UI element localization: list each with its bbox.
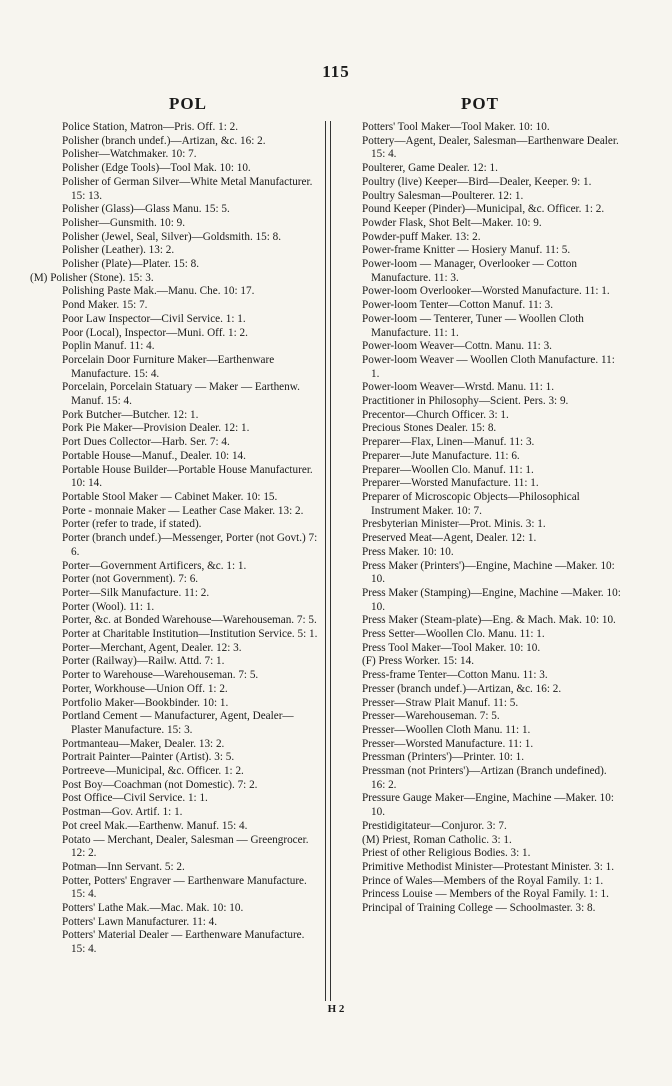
index-entry: Press Maker (Steam-plate)—Eng. & Mach. Mak. 10: 10. [362,614,616,627]
index-entry: Potman—Inn Servant. 5: 2. [62,860,185,873]
index-entry: Porter (branch undef.)—Messenger, Porter (not Govt.) 7: 6. [62,532,318,558]
index-entry: Polisher (Edge Tools)—Tool Mak. 10: 10. [62,162,251,175]
index-entry: Prestidigitateur—Conjuror. 3: 7. [362,819,507,832]
index-entry: Press-frame Tenter—Cotton Manu. 11: 3. [362,669,548,682]
index-entry: Preparer—Flax, Linen—Manuf. 11: 3. [362,436,535,449]
index-entry: Potato — Merchant, Dealer, Salesman — Greengrocer. 12: 2. [62,833,309,860]
index-entry: Poplin Manuf. 11: 4. [62,340,155,353]
index-entry: Porter, &c. at Bonded Warehouse—Warehouseman. 7: 5. [62,614,317,627]
index-entry: Primitive Methodist Minister—Protestant Minister. 3: 1. [362,860,615,873]
index-entry: Post Office—Civil Service. 1: 1. [62,792,208,805]
index-entry: Power-loom Weaver—Cottn. Manu. 11: 3. [362,340,552,353]
index-entry: (M) Priest, Roman Catholic. 3: 1. [362,833,512,846]
page-number: 115 [322,62,350,81]
index-entry: Poulterer, Game Dealer. 12: 1. [362,162,498,175]
index-entry: Polisher (Glass)—Glass Manu. 15: 5. [62,203,230,216]
index-entry: Principal of Training College — Schoolmaster. 3: 8. [362,902,596,915]
index-entry: Princess Louise — Members of the Royal Family. 1: 1. [362,888,609,901]
index-entry: Portable House—Manuf., Dealer. 10: 14. [62,449,246,462]
index-entry: Polisher (branch undef.)—Artizan, &c. 16: 2. [62,134,266,147]
index-entry: Porter—Government Artificers, &c. 1: 1. [62,559,247,572]
index-entry: Press Maker. 10: 10. [362,545,454,558]
index-entry: Portmanteau—Maker, Dealer. 13: 2. [62,737,225,750]
index-entry: Pork Pie Maker—Provision Dealer. 12: 1. [62,422,250,435]
index-entry: Powder Flask, Shot Belt—Maker. 10: 9. [362,216,542,229]
index-entry: Porcelain, Porcelain Statuary — Maker — Earthenw. Manuf. 15: 4. [62,381,300,408]
index-entry: Power-loom Overlooker—Worsted Manufacture. 11: 1. [362,285,610,298]
index-entry: Pressman (not Printers')—Artizan (Branch undefined). 16: 2. [362,765,607,791]
index-entry: Polisher—Gunsmith. 10: 9. [62,216,186,229]
index-entry: Preparer—Worsted Manufacture. 11: 1. [362,477,539,490]
left-column-heading: POL [169,94,207,113]
index-entry: Presser—Worsted Manufacture. 11: 1. [362,737,534,750]
index-entry: Power-loom Tenter—Cotton Manuf. 11: 3. [362,299,554,312]
index-entry: Polisher (Jewel, Seal, Silver)—Goldsmith. 15: 8. [62,230,282,243]
right-column [330,121,622,916]
index-entry: Poultry Salesman—Poulterer. 12: 1. [362,189,524,202]
index-entry: Polisher (Plate)—Plater. 15: 8. [62,258,200,271]
index-entry: Pond Maker. 15: 7. [62,299,148,312]
index-entry: Porte - monnaie Maker — Leather Case Maker. 13: 2. [62,504,304,517]
index-entry: Power-frame Knitter — Hosiery Manuf. 11: 5. [362,244,571,257]
index-entry: Porter (Wool). 11: 1. [62,600,155,613]
index-entry: Press Tool Maker—Tool Maker. 10: 10. [362,641,541,654]
index-entry: Poor (Local), Inspector—Muni. Off. 1: 2. [62,326,248,339]
index-entry: Pressman (Printers')—Printer. 10: 1. [362,751,525,764]
index-entry: Practitioner in Philosophy—Scient. Pers. 3: 9. [362,395,569,408]
index-entry: Pottery—Agent, Dealer, Salesman—Earthenware Dealer. 15: 4. [362,134,619,161]
index-entry: Polishing Paste Mak.—Manu. Che. 10: 17. [62,285,255,298]
index-entry: Porter (not Government). 7: 6. [62,573,199,586]
index-entry: Porter to Warehouse—Warehouseman. 7: 5. [62,669,259,682]
index-entry: Porter—Merchant, Agent, Dealer. 12: 3. [62,641,242,654]
signature-mark: H 2 [327,1003,345,1015]
index-entry: Poor Law Inspector—Civil Service. 1: 1. [62,312,246,325]
index-entry: Preserved Meat—Agent, Dealer. 12: 1. [362,532,537,545]
index-entry: Powder-puff Maker. 13: 2. [362,230,481,243]
index-entry: Preparer—Woollen Clo. Manuf. 11: 1. [362,463,534,476]
index-entry: Potters' Lawn Manufacturer. 11: 4. [62,915,218,928]
index-entry: Presbyterian Minister—Prot. Minis. 3: 1. [362,518,546,531]
index-entry: Precious Stones Dealer. 15: 8. [362,422,497,435]
index-entry: Potters' Tool Maker—Tool Maker. 10: 10. [362,121,550,133]
index-entry: Post Boy—Coachman (not Domestic). 7: 2. [62,778,258,791]
index-entry: Portreeve—Municipal, &c. Officer. 1: 2. [62,765,244,778]
index-entry: Presser—Warehouseman. 7: 5. [362,710,500,723]
index-entry: Power-loom Weaver — Woollen Cloth Manufacture. 11: 1. [362,353,615,380]
index-entry: Pressure Gauge Maker—Engine, Machine —Maker. 10: 10. [362,792,614,819]
index-entry: Portland Cement — Manufacturer, Agent, Dealer—Plaster Manufacture. 15: 3. [62,710,294,736]
index-entry: Porter (Railway)—Railw. Attd. 7: 1. [62,655,225,668]
index-entry: Priest of other Religious Bodies. 3: 1. [362,847,531,860]
index-entry: Precentor—Church Officer. 3: 1. [362,408,509,421]
index-entry: Polisher (Leather). 13: 2. [62,244,175,257]
index-entry: Polisher of German Silver—White Metal Manufacturer. 15: 13. [62,175,313,202]
index-entry: Polisher—Watchmaker. 10: 7. [62,148,197,161]
index-entry: Press Maker (Printers')—Engine, Machine —Maker. 10: 10. [362,559,615,586]
index-entry: Prince of Wales—Members of the Royal Family. 1: 1. [362,874,604,887]
index-entry: Presser—Straw Plait Manuf. 11: 5. [362,696,519,709]
index-entry: Presser—Woollen Cloth Manu. 11: 1. [362,723,531,736]
index-entry: Port Dues Collector—Harb. Ser. 7: 4. [62,436,230,449]
index-entry: Preparer of Microscopic Objects—Philosophical Instrument Maker. 10: 7. [362,490,580,517]
left-column [30,121,318,957]
index-entry: Postman—Gov. Artif. 1: 1. [62,806,183,819]
index-entry: Preparer—Jute Manufacture. 11: 6. [362,449,520,462]
index-entry: Portfolio Maker—Bookbinder. 10: 1. [62,696,229,709]
right-column-heading: POT [461,94,499,113]
index-entry: Pound Keeper (Pinder)—Municipal, &c. Officer. 1: 2. [362,203,605,216]
index-entry: Pork Butcher—Butcher. 12: 1. [62,408,199,421]
index-entry: Porter (refer to trade, if stated). [62,518,202,531]
index-entry: Presser (branch undef.)—Artizan, &c. 16: 2. [362,682,562,695]
index-entry: Press Setter—Woollen Clo. Manu. 11: 1. [362,628,545,641]
index-entry: (M) Polisher (Stone). 15: 3. [30,271,154,284]
index-entry: Porter—Silk Manufacture. 11: 2. [62,586,210,599]
index-entry: Power-loom Weaver—Wrstd. Manu. 11: 1. [362,381,554,394]
index-entry: Portable Stool Maker — Cabinet Maker. 10: 15. [62,490,278,503]
index-entry: (F) Press Worker. 15: 14. [362,655,475,668]
index-entry: Potter, Potters' Engraver — Earthenware Manufacture. 15: 4. [62,874,307,901]
index-entry: Police Station, Matron—Pris. Off. 1: 2. [62,121,238,133]
index-entry: Power-loom — Tenterer, Tuner — Woollen Cloth Manufacture. 11: 1. [362,312,584,339]
index-entry: Porter at Charitable Institution—Institution Service. 5: 1. [62,628,318,641]
index-entry: Poultry (live) Keeper—Bird—Dealer, Keeper. 9: 1. [362,175,592,188]
index-entry: Porcelain Door Furniture Maker—Earthenware Manufacture. 15: 4. [62,353,275,380]
index-entry: Press Maker (Stamping)—Engine, Machine —Maker. 10: 10. [362,586,621,613]
index-entry: Potters' Lathe Mak.—Mac. Mak. 10: 10. [62,902,244,915]
index-entry: Portrait Painter—Painter (Artist). 3: 5. [62,751,235,764]
index-entry: Porter, Workhouse—Union Off. 1: 2. [62,682,228,695]
index-entry: Power-loom — Manager, Overlooker — Cotton Manufacture. 11: 3. [362,258,577,284]
index-entry: Potters' Material Dealer — Earthenware Manufacture. 15: 4. [62,929,305,956]
index-entry: Portable House Builder—Portable House Manufacturer. 10: 14. [62,463,313,490]
index-entry: Pot creel Mak.—Earthenw. Manuf. 15: 4. [62,819,248,832]
